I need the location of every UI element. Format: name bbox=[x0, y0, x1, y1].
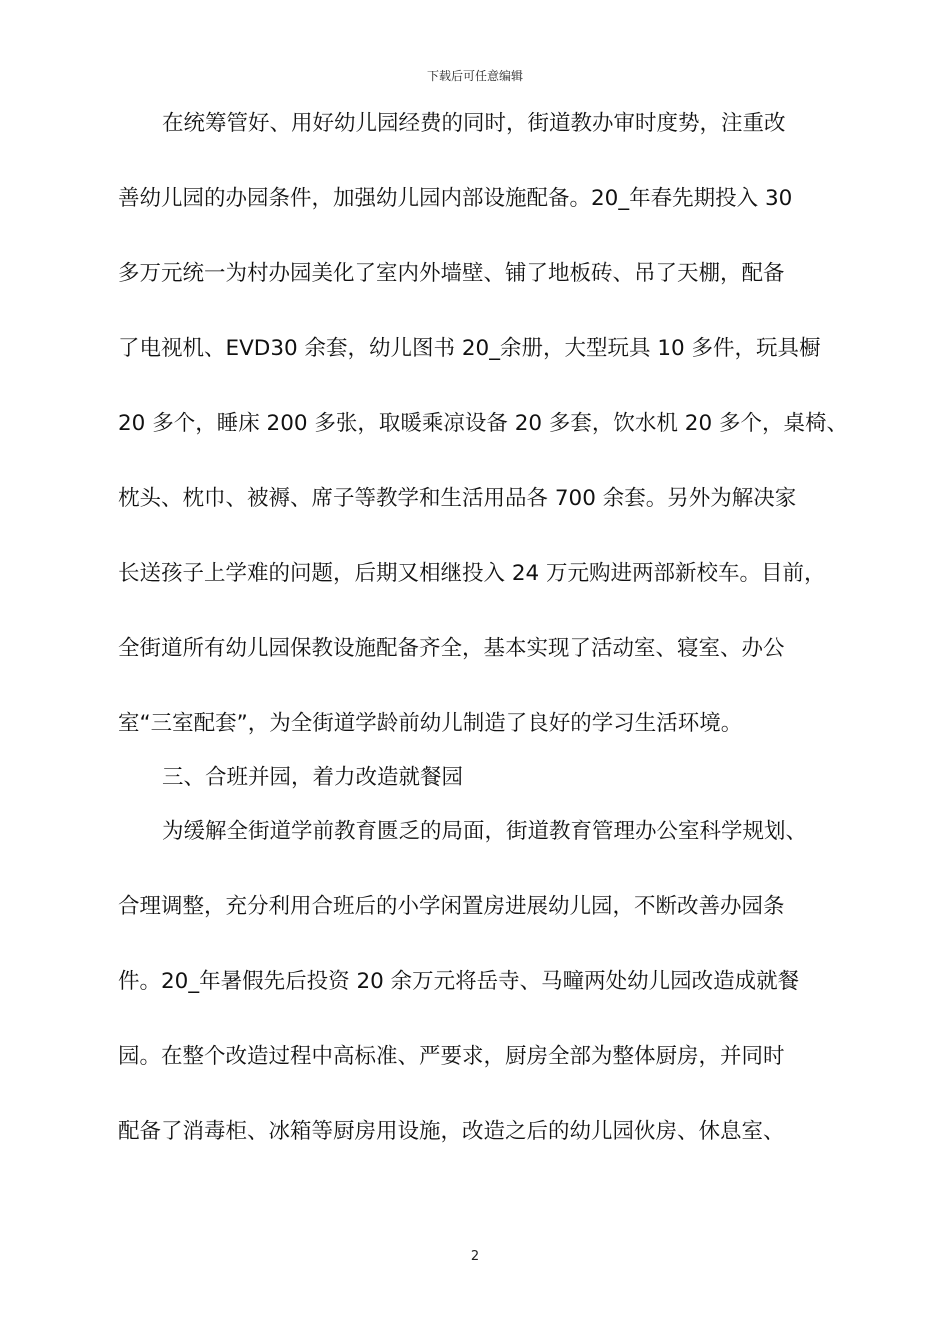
section-heading: 三、合班并园，着力改造就餐园 bbox=[162, 765, 464, 790]
paragraph-line: 20 多个，睡床 200 多张，取暖乘凉设备 20 多套，饮水机 20 多个，桌椅、 bbox=[118, 411, 848, 436]
paragraph-line: 件。20_年暑假先后投资 20 余万元将岳寺、马疃两处幼儿园改造成就餐 bbox=[118, 969, 800, 994]
page-number: 2 bbox=[470, 1249, 480, 1264]
paragraph-line: 室“三室配套”，为全街道学龄前幼儿制造了良好的学习生活环境。 bbox=[118, 711, 743, 736]
paragraph-line: 善幼儿园的办园条件，加强幼儿园内部设施配备。20_年春先期投入 30 bbox=[118, 186, 793, 211]
paragraph-line: 配备了消毒柜、冰箱等厨房用设施，改造之后的幼儿园伙房、休息室、 bbox=[118, 1119, 785, 1144]
paragraph-line: 全街道所有幼儿园保教设施配备齐全，基本实现了活动室、寝室、办公 bbox=[118, 636, 785, 661]
paragraph-line: 多万元统一为村办园美化了室内外墙壁、铺了地板砖、吊了天棚，配备 bbox=[118, 261, 785, 286]
paragraph-line: 在统筹管好、用好幼儿园经费的同时，街道教办审时度势，注重改 bbox=[162, 111, 786, 136]
paragraph-line: 了电视机、EVD30 余套，幼儿图书 20_余册，大型玩具 10 多件，玩具橱 bbox=[118, 336, 821, 361]
document-body bbox=[118, 101, 846, 1184]
paragraph-line: 枕头、枕巾、被褥、席子等教学和生活用品各 700 余套。另外为解决家 bbox=[118, 486, 797, 511]
paragraph-line: 长送孩子上学难的问题，后期又相继投入 24 万元购进两部新校车。目前， bbox=[118, 561, 826, 586]
page-header: 下载后可任意编辑 bbox=[426, 69, 523, 83]
paragraph-line: 为缓解全街道学前教育匮乏的局面，街道教育管理办公室科学规划、 bbox=[162, 819, 808, 844]
paragraph-line: 园。在整个改造过程中高标准、严要求，厨房全部为整体厨房，并同时 bbox=[118, 1044, 785, 1069]
paragraph-line: 合理调整，充分利用合班后的小学闲置房进展幼儿园，不断改善办园条 bbox=[118, 894, 785, 919]
